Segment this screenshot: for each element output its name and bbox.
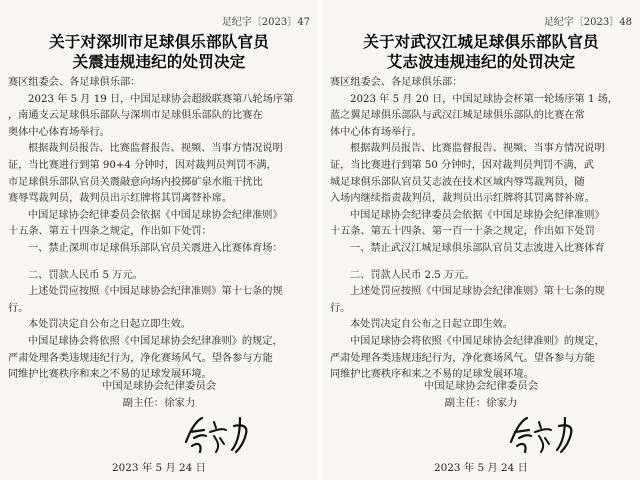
body-line: 2023 年 5 月 20 日，中国足球协会杯第一轮场序第 1 场，: [350, 93, 619, 105]
body-line: 市足球俱乐部队官员关震敲意向场内投掷矿泉水瓶干扰比: [8, 176, 263, 188]
body-line: 体中心体育场举行。: [330, 126, 422, 138]
title-line-2: 艾志波违规违纪的处罚决定: [386, 53, 576, 71]
reference-number: 足纪字〔2023〕47: [221, 17, 310, 28]
issuing-organization: 中国足球协会纪律委员会: [101, 380, 217, 392]
body-line: 行。: [330, 302, 351, 314]
reference-number: 足纪字〔2023〕48: [543, 17, 632, 28]
right-document: [322, 0, 640, 480]
body-line: 一、禁止武汉江城足球俱乐部队官员艾志波进入比赛体育: [350, 242, 605, 254]
body-line: 本处罚决定自公布之日起立即生效。: [28, 319, 191, 331]
body-line: 二、罚款人民币 5 万元。: [28, 269, 143, 281]
body-line: 证，当比赛进行到第 50 分钟时，因对裁判员判罚不满，武: [330, 159, 594, 171]
body-line: 证，当比赛进行到第 90+4 分钟时，因对裁判员判罚不满，: [8, 159, 277, 171]
body-line: ，南通支云足球俱乐部队与深圳市足球俱乐部队的比赛在: [8, 110, 263, 122]
body-line: 本处罚决定自公布之日起立即生效。: [350, 319, 513, 331]
body-line: 严肃处理各类违规违纪行为，净化赛场风气。望各参与方能: [330, 352, 595, 364]
signatory: 副主任：徐家力: [444, 397, 518, 409]
body-line: 蓝之翼足球俱乐部队与武汉江城足球俱乐部队的比赛在常: [330, 110, 585, 122]
body-line: 上述处罚应按照《中国足球协会纪律准则》第十七条的规: [28, 286, 283, 298]
body-line: 一、禁止深圳市足球俱乐部队官员关震进入比赛体育场：: [28, 242, 283, 254]
body-line: 中国足球协会将依照《中国足球协会纪律准则》的规定，: [350, 335, 605, 347]
body-line: 城足球俱乐部队官员艾志波在技术区域内辱骂裁判员，随: [330, 176, 585, 188]
body-line: 中国足球协会纪律委员会依据《中国足球协会纪律准则》: [28, 209, 283, 221]
document-body: [330, 75, 634, 384]
handwritten-signature: [505, 412, 585, 456]
body-line: 十五条、第五十四条之规定，作出如下处罚：: [8, 226, 212, 238]
body-line: 中国足球协会纪律委员会依据《中国足球协会纪律准则》: [350, 209, 605, 221]
issue-date: 2023 年 5 月 24 日: [112, 462, 206, 474]
title-line-1: 关于对深圳市足球俱乐部队官员: [49, 33, 269, 51]
body-line: 奥体中心体育场举行。: [8, 126, 110, 138]
body-line: 中国足球协会将依照《中国足球协会纪律准则》的规定，: [28, 335, 283, 347]
body-line: 赛辱骂裁判员，裁判员出示红牌将其罚离替补席。: [8, 193, 233, 205]
body-line: 二、罚款人民币 2.5 万元。: [350, 269, 475, 281]
body-line: 行。: [8, 302, 29, 314]
left-document: [0, 0, 318, 480]
title-line-1: 关于对武汉江城足球俱乐部队官员: [363, 33, 599, 51]
body-line: 根据裁判员报告、比赛监督报告、视频、当事方情况说明: [28, 143, 283, 155]
body-line: 十五条、第五十四条、第一百一十条之规定，作出如下处罚: [330, 226, 595, 238]
body-line: 2023 年 5 月 19 日，中国足球协会超级联赛第八轮场序第: [28, 93, 294, 105]
title-line-2: 关震违规违纪的处罚决定: [72, 53, 246, 71]
body-line: 入场内继续指责裁判员，裁判员出示红牌将其罚离替补席。: [330, 193, 595, 205]
issuing-organization: 中国足球协会纪律委员会: [423, 380, 539, 392]
issue-date: 2023 年 5 月 24 日: [434, 462, 528, 474]
document-title: [0, 32, 318, 72]
body-line: 赛区组委会、各足球俱乐部：: [330, 77, 463, 88]
body-line: 赛区组委会、各足球俱乐部：: [8, 77, 141, 88]
handwritten-signature: [180, 412, 260, 456]
body-line: 同维护比赛秩序和来之不易的足球发展环境。: [330, 369, 534, 381]
signatory: 副主任：徐家力: [122, 397, 196, 409]
document-title: [322, 32, 640, 72]
body-line: 严肃处理各类违规违纪行为，净化赛场风气。望各参与方能: [8, 352, 273, 364]
body-line: 同维护比赛秩序和来之不易的足球发展环境。: [8, 369, 212, 381]
body-line: 上述处罚应按照《中国足球协会纪律准则》第十七条的规: [350, 286, 605, 298]
body-line: 根据裁判员报告、比赛监督报告、视频、当事方情况说明: [350, 143, 605, 155]
document-body: [8, 75, 312, 384]
